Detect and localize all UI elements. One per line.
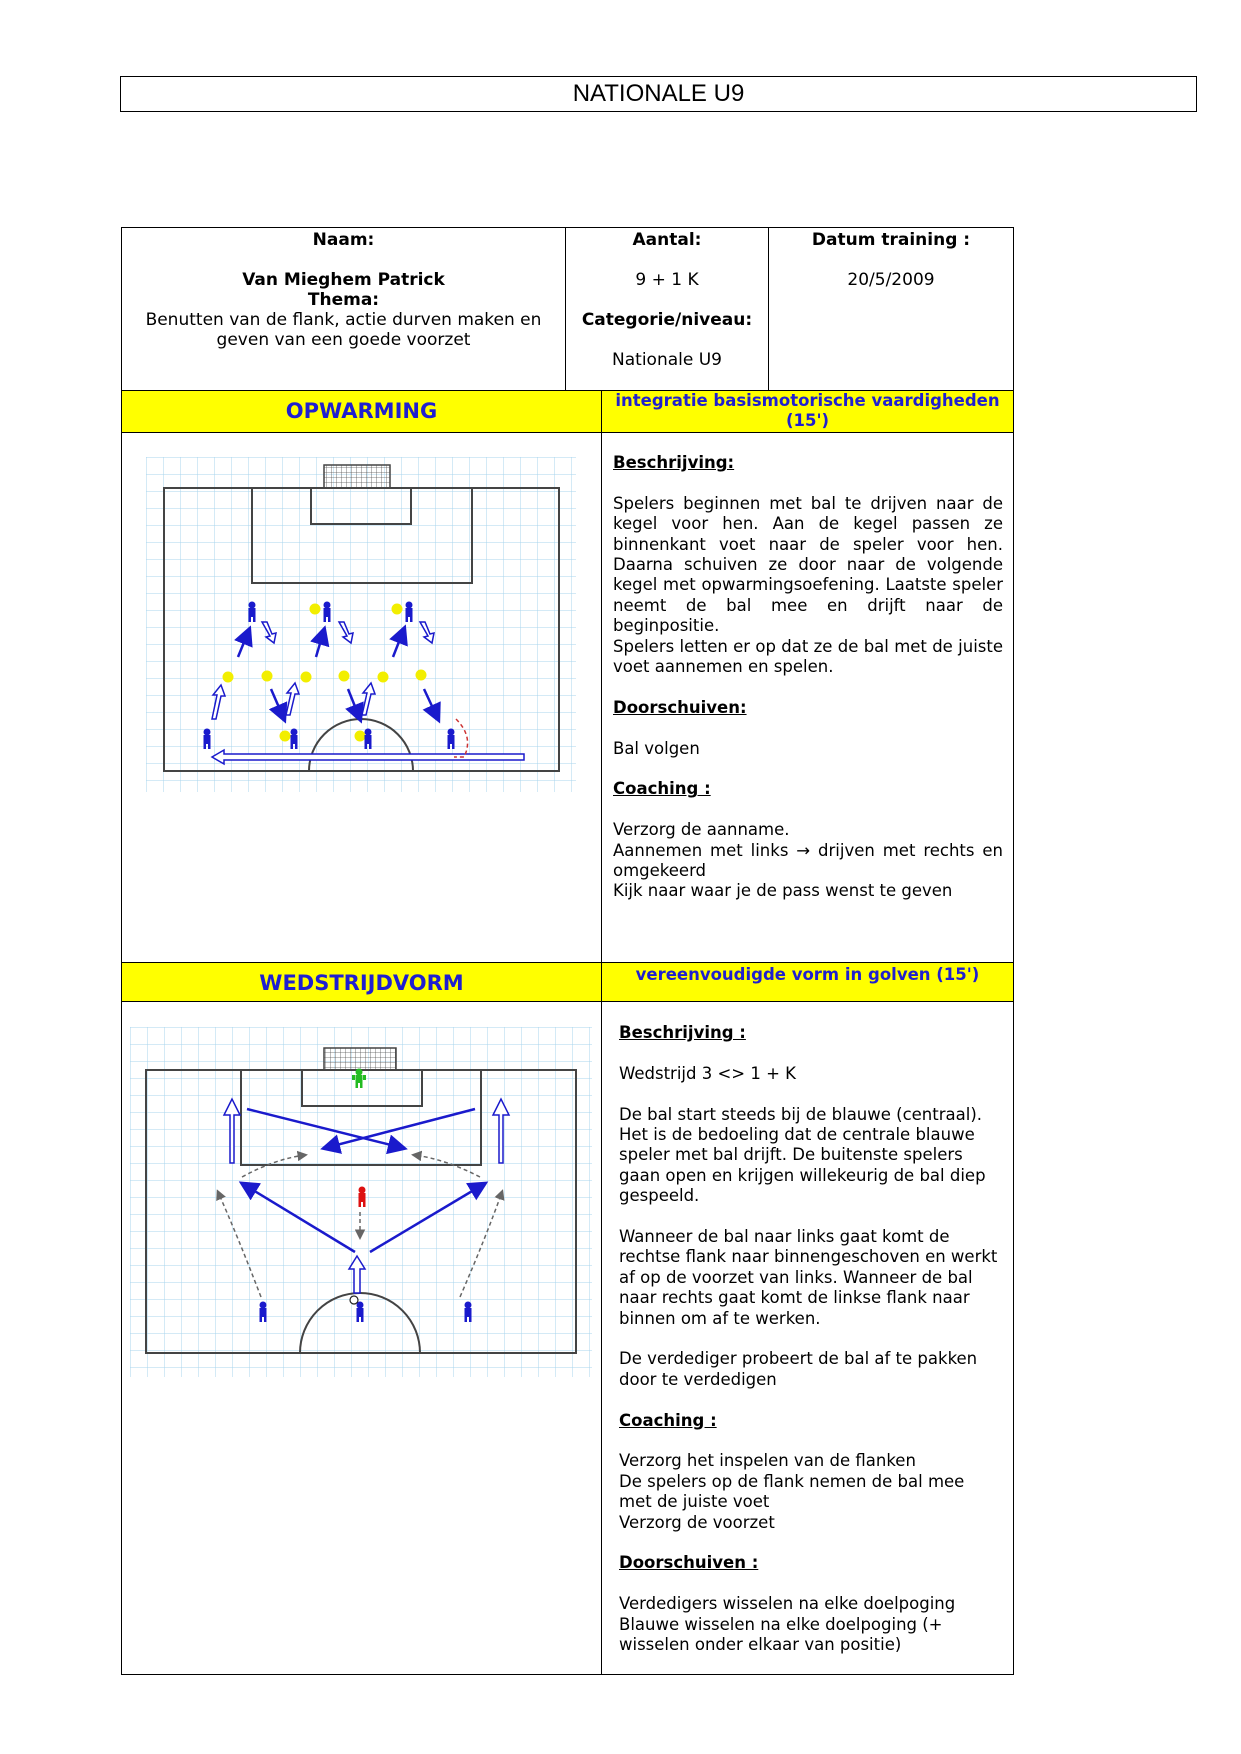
goal-icon bbox=[324, 1048, 396, 1070]
wedstrijdvorm-subtitle: vereenvoudigde vorm in golven (15') bbox=[635, 965, 980, 984]
opwarming-title: OPWARMING bbox=[285, 399, 438, 423]
wedstrijdvorm-doorschuiven-line: Blauwe wisselen na elke doelpoging (+ wisselen onder elkaar van positie) bbox=[619, 1614, 943, 1655]
opwarming-beschrijving-p2: Spelers letten er op dat ze de bal met de juiste voet aannemen en spelen. bbox=[613, 636, 1003, 677]
opwarming-text-cell bbox=[601, 432, 1013, 962]
wedstrijdvorm-beschrijving-line: Wanneer de bal naar links gaat komt de rechtse flank naar binnengeschoven en werkt af op de voorzet van links. Wanneer de bal naar rechts gaat komt de linkse flank naar binnen om af te werken. bbox=[619, 1227, 998, 1328]
thema-value: Benutten van de flank, actie durven maken en geven van een goede voorzet bbox=[145, 310, 542, 350]
ball-icon bbox=[350, 1296, 358, 1304]
wedstrijdvorm-beschrijving-line: De verdediger probeert de bal af te pakken door te verdedigen bbox=[619, 1349, 978, 1389]
wedstrijdvorm-beschrijving-line: De bal start steeds bij de blauwe (centraal). Het is de bedoeling dat de centrale blauwe speler met bal drijft. De buitenste spelers gaan open en krijgen willekeurig de bal diep gespeeld. bbox=[619, 1104, 986, 1206]
wedstrijdvorm-title-cell bbox=[122, 962, 601, 1001]
opwarming-title-cell bbox=[122, 390, 601, 432]
wedstrijdvorm-subtitle-cell bbox=[601, 962, 1013, 1001]
naam-cell bbox=[122, 228, 565, 390]
wedstrijdvorm-beschrijving-label: Beschrijving : bbox=[619, 1023, 746, 1042]
wedstrijdvorm-doorschuiven-label: Doorschuiven : bbox=[619, 1553, 759, 1573]
opwarming-diagram-cell bbox=[122, 432, 601, 962]
opwarming-doorschuiven-text: Bal volgen bbox=[613, 738, 700, 758]
opwarming-subtitle-cell bbox=[601, 390, 1013, 432]
datum-label: Datum training : bbox=[811, 230, 971, 250]
aantal-cell bbox=[565, 228, 768, 390]
wedstrijdvorm-beschrijving-line: Wedstrijd 3 <> 1 + K bbox=[619, 1063, 796, 1083]
categorie-label: Categorie/niveau: bbox=[581, 310, 753, 330]
wedstrijdvorm-coaching-label: Coaching : bbox=[619, 1410, 717, 1430]
wedstrijdvorm-coaching-line: Verzorg het inspelen van de flanken bbox=[619, 1451, 916, 1471]
aantal-label: Aantal: bbox=[632, 230, 702, 250]
opwarming-coaching-line: Kijk naar waar je de pass wenst te geven bbox=[613, 881, 953, 901]
opwarming-beschrijving-label: Beschrijving: bbox=[613, 453, 735, 472]
opwarming-subtitle: integratie basismotorische vaardigheden (15') bbox=[615, 391, 1000, 430]
wedstrijdvorm-text-cell bbox=[601, 1001, 1013, 1675]
naam-value: Van Mieghem Patrick bbox=[242, 270, 445, 290]
opwarming-beschrijving-p1: Spelers beginnen met bal te drijven naar de kegel voor hen. Aan de kegel passen ze binnenkant voet naar de speler voor hen. Daarna schuiven ze door naar de volgende kegel met opwarmingsoefening. Laatste speler neemt de bal mee en drijft naar de beginpositie. bbox=[613, 493, 1003, 636]
page-title: NATIONALE U9 bbox=[120, 76, 1197, 112]
opwarming-doorschuiven-label: Doorschuiven: bbox=[613, 697, 747, 717]
opwarming-coaching-line: Verzorg de aanname. bbox=[613, 820, 790, 840]
wedstrijdvorm-diagram-cell bbox=[122, 1001, 601, 1675]
wedstrijdvorm-coaching-line: Verzorg de voorzet bbox=[619, 1512, 775, 1532]
wedstrijdvorm-diagram bbox=[130, 1027, 600, 1387]
wedstrijdvorm-title: WEDSTRIJDVORM bbox=[259, 971, 464, 995]
datum-cell bbox=[768, 228, 1013, 390]
opwarming-diagram bbox=[146, 457, 606, 817]
datum-value: 20/5/2009 bbox=[847, 270, 935, 290]
goal-icon bbox=[324, 465, 390, 488]
opwarming-coaching-line: Aannemen met links → drijven met rechts en omgekeerd bbox=[613, 840, 1003, 881]
categorie-value: Nationale U9 bbox=[612, 350, 722, 370]
aantal-value: 9 + 1 K bbox=[635, 270, 699, 290]
wedstrijdvorm-coaching-line: De spelers op de flank nemen de bal mee met de juiste voet bbox=[619, 1471, 965, 1512]
thema-label: Thema: bbox=[307, 290, 380, 310]
training-sheet bbox=[121, 227, 1014, 1675]
naam-label: Naam: bbox=[312, 230, 375, 250]
opwarming-coaching-label: Coaching : bbox=[613, 779, 711, 799]
wedstrijdvorm-doorschuiven-line: Verdedigers wisselen na elke doelpoging bbox=[619, 1594, 956, 1614]
